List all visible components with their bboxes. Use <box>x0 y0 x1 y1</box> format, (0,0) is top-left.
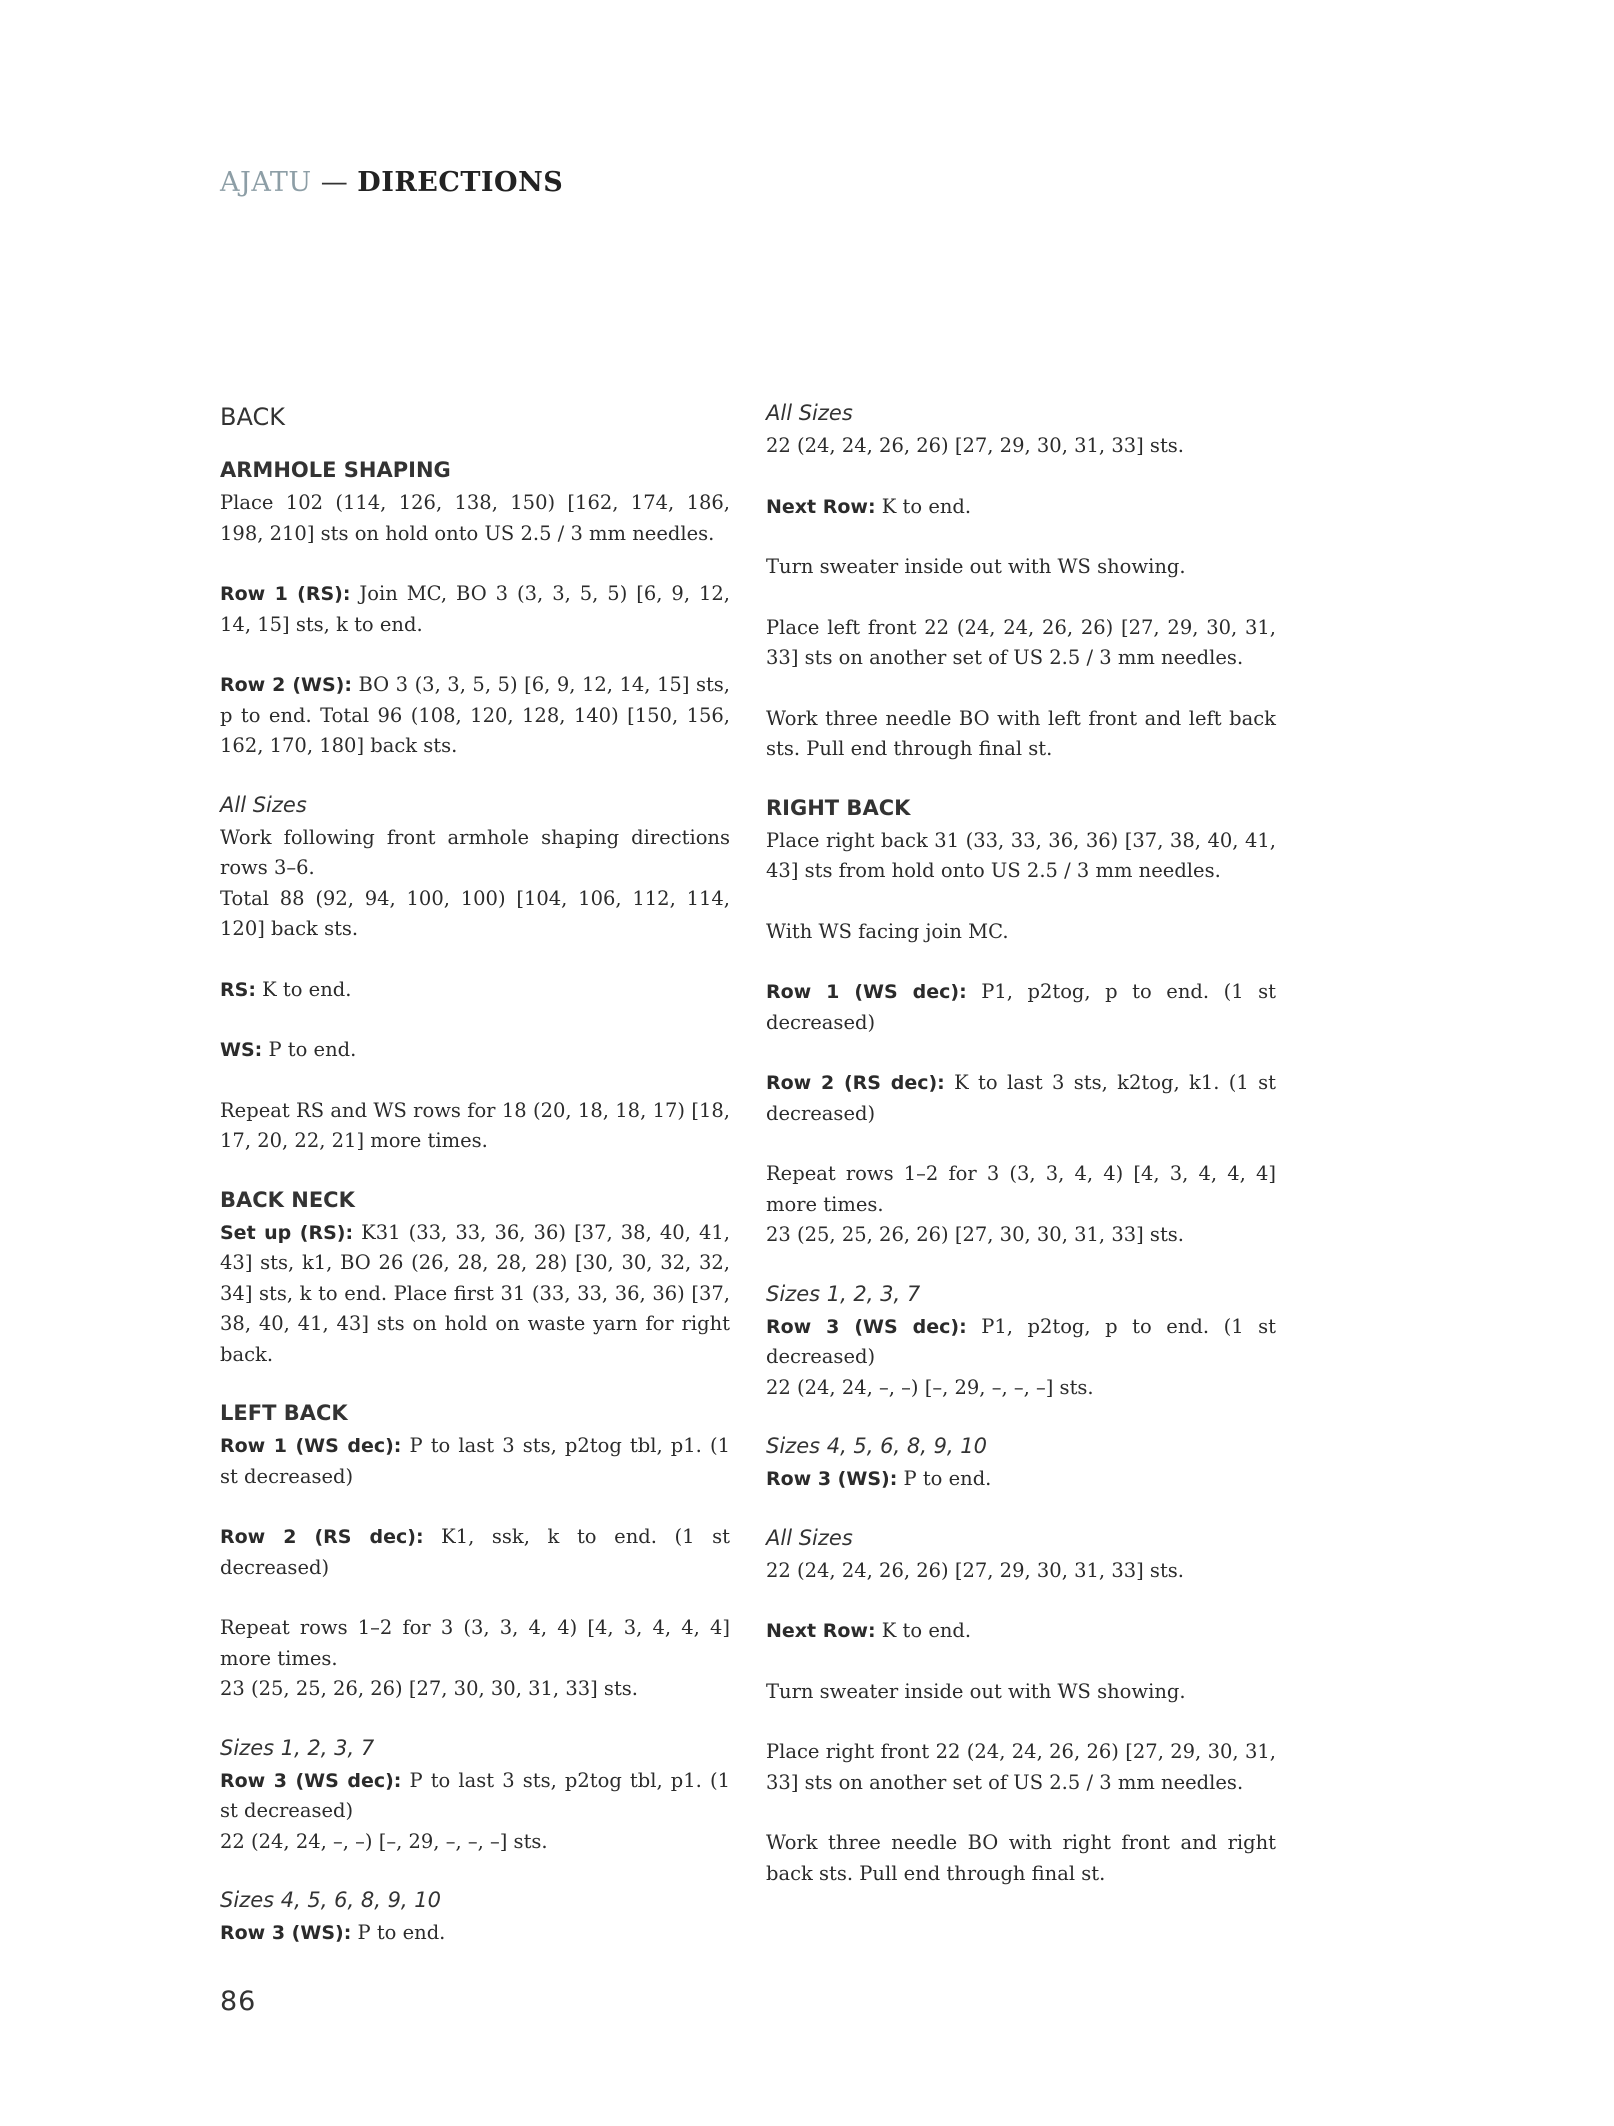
lb-row1-label: Row 1 (WS dec): <box>220 1435 402 1457</box>
all-sizes-heading: All Sizes <box>766 401 853 425</box>
row2-text: BO 3 (3, 3, 5, 5) [6, 9, 12, 14, 15] sts, p to end. Total 96 (108, 120, 128, 140) [150, 156, 162, 170, 180] back sts. <box>220 673 730 757</box>
page-header <box>220 167 563 198</box>
rb-row2-instruction <box>766 1068 1276 1129</box>
back-neck-heading: BACK NECK <box>220 1187 355 1212</box>
sizes-b-heading: Sizes 4, 5, 6, 8, 9, 10 <box>220 1888 442 1912</box>
turn-instruction: Turn sweater inside out with WS showing. <box>766 555 1186 578</box>
lb-row3-count: 22 (24, 24, –, –) [–, 29, –, –, –] sts. <box>220 1829 548 1853</box>
row1-text: Join MC, BO 3 (3, 3, 5, 5) [6, 9, 12, 14, 15] sts, k to end. <box>220 582 730 636</box>
next-row-text: K to end. <box>875 494 972 518</box>
rb-row3-instruction <box>766 1312 1276 1373</box>
right-back-heading: RIGHT BACK <box>766 795 911 820</box>
all-sizes-text-2: Total 88 (92, 94, 100, 100) [104, 106, 112, 114, 120] back sts. <box>220 886 730 940</box>
back-title: BACK <box>220 403 285 431</box>
ws-instruction <box>220 1035 730 1066</box>
lb-row1-instruction <box>220 1431 730 1492</box>
repeat-instruction: Repeat RS and WS rows for 18 (20, 18, 18, 17) [18, 17, 20, 22, 21] more times. <box>220 1098 730 1152</box>
left-back-heading: LEFT BACK <box>220 1401 348 1425</box>
rs-instruction <box>220 975 730 1006</box>
lb-row1-text: P to last 3 sts, p2tog tbl, p1. (1 st decreased) <box>220 1434 730 1488</box>
rb-row1-label: Row 1 (WS dec): <box>766 981 967 1003</box>
header-separator: — <box>311 167 358 198</box>
all-sizes-heading: All Sizes <box>220 792 307 817</box>
sizes-b-heading: Sizes 4, 5, 6, 8, 9, 10 <box>766 1434 988 1458</box>
row2-instruction <box>220 670 730 762</box>
armhole-text: Place 102 (114, 126, 138, 150) [162, 174, 186, 198, 210] sts on hold onto US 2.5 / 3 mm needles. <box>220 491 730 545</box>
rb-place-instruction: Place right back 31 (33, 33, 36, 36) [37, 38, 40, 41, 43] sts from hold onto US 2.5 / 3 mm needles. <box>766 828 1276 882</box>
lb-row3-text: P to last 3 sts, p2tog tbl, p1. (1 st decreased) <box>220 1768 730 1822</box>
lb-row3-label: Row 3 (WS dec): <box>220 1769 402 1792</box>
rb-row2-text: K to last 3 sts, k2tog, k1. (1 st decreased) <box>766 1071 1276 1125</box>
all-sizes-text-1: Work following front armhole shaping directions rows 3–6. <box>220 825 730 879</box>
armhole-shaping-heading: ARMHOLE SHAPING <box>220 458 451 482</box>
rb-row3-label: Row 3 (WS dec): <box>766 1315 967 1338</box>
rs-label: RS: <box>220 978 256 1001</box>
rb-row3b-label: Row 3 (WS): <box>766 1468 898 1490</box>
sizes-a-heading: Sizes 1, 2, 3, 7 <box>220 1735 375 1760</box>
pattern-name: AJATU <box>220 167 312 198</box>
place-right-front-instruction: Place right front 22 (24, 24, 26, 26) [27, 29, 30, 31, 33] sts on another set of US 2.5 / 3 mm needles. <box>766 1740 1276 1794</box>
next-row-label-2: Next Row: <box>766 1620 876 1642</box>
lb-row3-instruction <box>220 1766 730 1827</box>
next-row-label: Next Row: <box>766 495 876 518</box>
turn-instruction-2: Turn sweater inside out with WS showing. <box>766 1679 1186 1703</box>
all-sizes-heading-2: All Sizes <box>766 1525 853 1550</box>
page-number: 86 <box>220 1986 257 2017</box>
setup-text: K31 (33, 33, 36, 36) [37, 38, 40, 41, 43] sts, k1, BO 26 (26, 28, 28, 28) [30, 30, 32, 32, 34] sts, k to end. Place first 31 (33, 33, 36, 36) [37, 38, 40, 41, 43] sts on hold on waste yarn for right back. <box>220 1220 730 1366</box>
lb-repeat-text: Repeat rows 1–2 for 3 (3, 3, 4, 4) [4, 3, 4, 4, 4] more times. <box>220 1616 730 1670</box>
rb-join-instruction: With WS facing join MC. <box>766 919 1009 943</box>
rb-row1-text: P1, p2tog, p to end. (1 st decreased) <box>766 980 1276 1034</box>
rb-row3-count: 22 (24, 24, –, –) [–, 29, –, –, –] sts. <box>766 1375 1094 1399</box>
place-left-front-instruction: Place left front 22 (24, 24, 26, 26) [27, 29, 30, 31, 33] sts on another set of US 2.5 / 3 mm needles. <box>766 615 1276 669</box>
left-column <box>220 403 730 1949</box>
lb-row2-instruction <box>220 1522 730 1583</box>
rb-row2-label: Row 2 (RS dec): <box>766 1072 945 1094</box>
next-row-text-2: K to end. <box>875 1619 972 1642</box>
rs-text: K to end. <box>255 977 352 1001</box>
next-row-instruction <box>766 492 1276 523</box>
lb-row2-text: K1, ssk, k to end. (1 st decreased) <box>220 1525 730 1579</box>
stitch-count-2: 22 (24, 24, 26, 26) [27, 29, 30, 31, 33] sts. <box>766 1558 1184 1582</box>
row1-label: Row 1 (RS): <box>220 583 351 605</box>
lb-row2-label: Row 2 (RS dec): <box>220 1526 424 1548</box>
lb-row3b-label: Row 3 (WS): <box>220 1922 352 1944</box>
row1-instruction <box>220 579 730 640</box>
rb-stitch-count: 23 (25, 25, 26, 26) [27, 30, 30, 31, 33] sts. <box>766 1223 1184 1246</box>
next-row-instruction-2 <box>766 1616 1276 1647</box>
stitch-count: 22 (24, 24, 26, 26) [27, 29, 30, 31, 33] sts. <box>766 434 1184 457</box>
rb-row3-text: P1, p2tog, p to end. (1 st decreased) <box>766 1314 1276 1368</box>
sizes-a-heading: Sizes 1, 2, 3, 7 <box>766 1281 921 1306</box>
section-name: DIRECTIONS <box>357 167 564 198</box>
lb-row3b-instruction <box>220 1918 730 1949</box>
rb-row3b-text: P to end. <box>897 1467 992 1490</box>
three-needle-bo-left: Work three needle BO with left front and left back sts. Pull end through final st. <box>766 706 1276 760</box>
rb-row3b-instruction <box>766 1464 1276 1495</box>
ws-text: P to end. <box>262 1038 357 1061</box>
lb-stitch-count: 23 (25, 25, 26, 26) [27, 30, 30, 31, 33] sts. <box>220 1677 638 1700</box>
setup-label: Set up (RS): <box>220 1221 354 1244</box>
rb-row1-instruction <box>766 977 1276 1038</box>
row2-label: Row 2 (WS): <box>220 674 352 696</box>
rb-repeat-text: Repeat rows 1–2 for 3 (3, 3, 4, 4) [4, 3, 4, 4, 4] more times. <box>766 1162 1276 1216</box>
lb-row3b-text: P to end. <box>351 1921 446 1944</box>
ws-label: WS: <box>220 1039 263 1061</box>
setup-instruction <box>220 1218 730 1371</box>
three-needle-bo-right: Work three needle BO with right front and right back sts. Pull end through final st. <box>766 1831 1276 1885</box>
right-column <box>766 398 1276 1889</box>
